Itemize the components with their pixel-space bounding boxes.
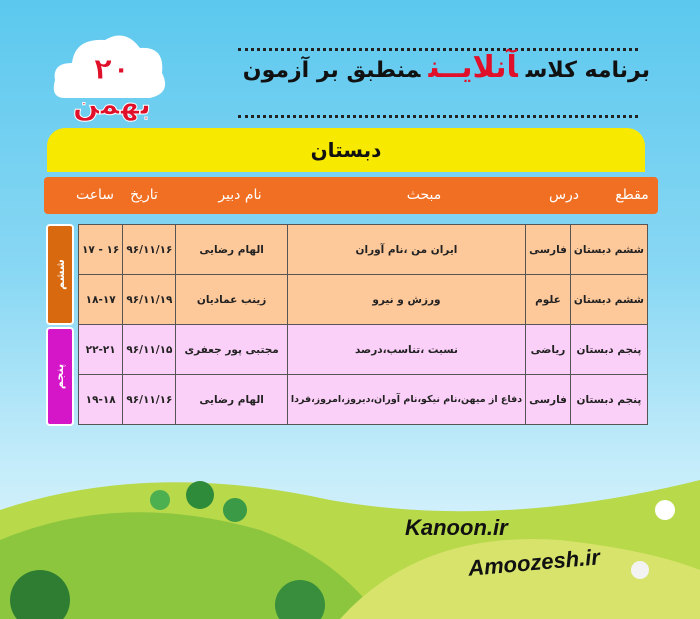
cell-teacher: الهام رضایی bbox=[176, 375, 287, 425]
group-label-text: پنجم bbox=[53, 363, 67, 390]
col-time: ساعت bbox=[75, 187, 115, 203]
cell-topic: ورزش و نیرو bbox=[287, 275, 525, 325]
date-badge: ۲۰ بهمن bbox=[72, 52, 152, 122]
dotted-divider bbox=[238, 115, 638, 118]
brand-kanoon: Kanoon.ir bbox=[405, 515, 508, 540]
cell-time: ۱۸-۱۷ bbox=[79, 275, 123, 325]
landscape-illustration bbox=[0, 420, 700, 619]
table-row bbox=[79, 275, 648, 325]
cell-date: ۹۶/۱۱/۱۶ bbox=[123, 375, 176, 425]
cell-grade: پنجم دبستان bbox=[570, 325, 647, 375]
cell-grade: پنجم دبستان bbox=[570, 375, 647, 425]
title-highlight: آنلایــن bbox=[428, 50, 518, 85]
cell-teacher: زینب عمادیان bbox=[176, 275, 287, 325]
cell-time: ۱۹-۱۸ bbox=[79, 375, 123, 425]
table-row bbox=[79, 225, 648, 275]
title-part1: برنامه کلاس bbox=[525, 58, 650, 83]
cell-topic: ایران من ،نام آوران bbox=[287, 225, 525, 275]
col-teacher: نام دبیر bbox=[218, 187, 262, 203]
col-subject: درس bbox=[548, 187, 580, 203]
cell-date: ۹۶/۱۱/۱۵ bbox=[123, 325, 176, 375]
cell-date: ۹۶/۱۱/۱۹ bbox=[123, 275, 176, 325]
schedule-table bbox=[78, 224, 648, 425]
cell-time: ۲۲-۲۱ bbox=[79, 325, 123, 375]
cell-time: ۱۶ - ۱۷ bbox=[79, 225, 123, 275]
cell-teacher: مجتبی پور جعفری bbox=[176, 325, 287, 375]
cell-subject: فارسی bbox=[526, 225, 571, 275]
table-row bbox=[79, 375, 648, 425]
page-title bbox=[230, 50, 650, 85]
group-label-sixth bbox=[46, 224, 74, 325]
cell-grade: ششم دبستان bbox=[570, 225, 647, 275]
cell-date: ۹۶/۱۱/۱۶ bbox=[123, 225, 176, 275]
cell-grade: ششم دبستان bbox=[570, 275, 647, 325]
group-label-text: ششم bbox=[53, 259, 67, 290]
table-row bbox=[79, 325, 648, 375]
col-grade: مقطع bbox=[615, 187, 649, 203]
cell-topic: دفاع از میهن،نام نیکو،نام آوران،دیروز،امروز،فردا bbox=[287, 375, 525, 425]
col-date: تاریخ bbox=[130, 187, 158, 203]
table-header bbox=[44, 177, 658, 214]
cell-topic: نسبت ،تناسب،درصد bbox=[287, 325, 525, 375]
cell-subject: علوم bbox=[526, 275, 571, 325]
cell-subject: ریاضی bbox=[526, 325, 571, 375]
cell-teacher: الهام رضایی bbox=[176, 225, 287, 275]
title-part2: منطبق بر آزمون bbox=[242, 58, 421, 83]
cell-subject: فارسی bbox=[526, 375, 571, 425]
section-title: دبستان bbox=[47, 128, 645, 172]
col-topic: مبحث bbox=[406, 187, 442, 203]
brand-amoozesh: Amoozesh.ir bbox=[467, 544, 601, 581]
group-label-fifth bbox=[46, 327, 74, 426]
